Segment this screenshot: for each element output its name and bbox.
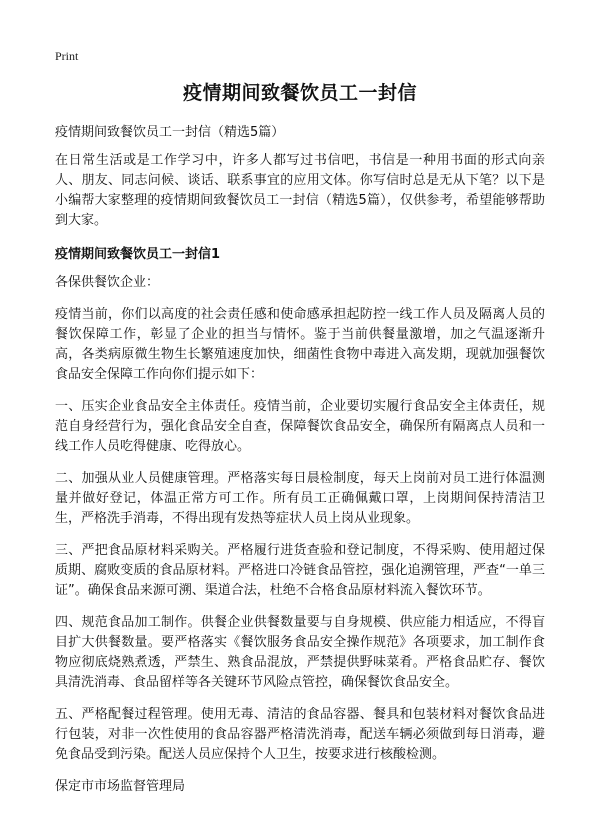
letter-item-4: 四、规范食品加工制作。供餐企业供餐数量要与自身规模、供应能力相适应，不得盲目扩大供餐数量。要严格落实《餐饮服务食品安全操作规范》各项要求，加工制作食物应彻底烧熟煮透，严禁生、熟食品混放，严禁提供野味菜肴。严格食品贮存、餐饮具清洗消毒、食品留样等各关键环节风险点管控，确保餐饮食品安全。 — [55, 615, 545, 690]
letter-opening-paragraph: 疫情当前，你们以高度的社会责任感和使命感承担起防控一线工作人员及隔离人员的餐饮保障工作，彰显了企业的担当与情怀。鉴于当前供餐量激增，加之气温逐渐升高，各类病原微生物生长繁殖速度加快，细菌性食物中毒进入高发期，现就加强餐饮食品安全保障工作向你们提示如下： — [55, 307, 545, 382]
letter-item-3: 三、严把食品原材料采购关。严格履行进货查验和登记制度，不得采购、使用超过保质期、腐败变质的食品原材料。严格进口冷链食品管控，强化追溯管理，严查“一单三证”。确保食品来源可溯、渠道合法，杜绝不合格食品原材料流入餐饮环节。 — [55, 543, 545, 598]
letter-item-1: 一、压实企业食品安全主体责任。疫情当前，企业要切实履行食品安全主体责任，规范自身经营行为，强化食品安全自查，保障餐饮食品安全，确保所有隔离点人员和一线工作人员吃得健康、吃得放心。 — [55, 399, 545, 454]
print-link[interactable]: Print — [55, 49, 79, 63]
letter-item-2: 二、加强从业人员健康管理。严格落实每日晨检制度，每天上岗前对员工进行体温测量并做好登记，体温正常方可工作。所有员工正确佩戴口罩，上岗期间保持清洁卫生，严格洗手消毒，不得出现有发热等症状人员上岗从业现象。 — [55, 471, 545, 526]
article-subtitle: 疫情期间致餐饮员工一封信（精选5篇） — [55, 125, 285, 140]
article-body — [55, 151, 545, 809]
letter-item-5: 五、严格配餐过程管理。使用无毒、清洁的食品容器、餐具和包装材料对餐饮食品进行包装，对非一次性使用的食品容器严格清洗消毒，配送车辆必须做到每日消毒，避免食品受到污染。配送人员应保持个人卫生，按要求进行核酸检测。 — [55, 707, 545, 762]
intro-paragraph: 在日常生活或是工作学习中，许多人都写过书信吧，书信是一种用书面的形式向亲人、朋友、同志问候、谈话、联系事宜的应用文体。你写信时总是无从下笔？以下是小编帮大家整理的疫情期间致餐饮员工一封信（精选5篇），仅供参考，希望能够帮助到大家。 — [55, 153, 545, 228]
letter-heading: 疫情期间致餐饮员工一封信1 — [55, 247, 221, 262]
page-title: 疫情期间致餐饮员工一封信 — [182, 82, 417, 104]
letter-greeting: 各保供餐饮企业： — [55, 275, 160, 290]
letter-signature: 保定市市场监督管理局 — [55, 779, 186, 794]
